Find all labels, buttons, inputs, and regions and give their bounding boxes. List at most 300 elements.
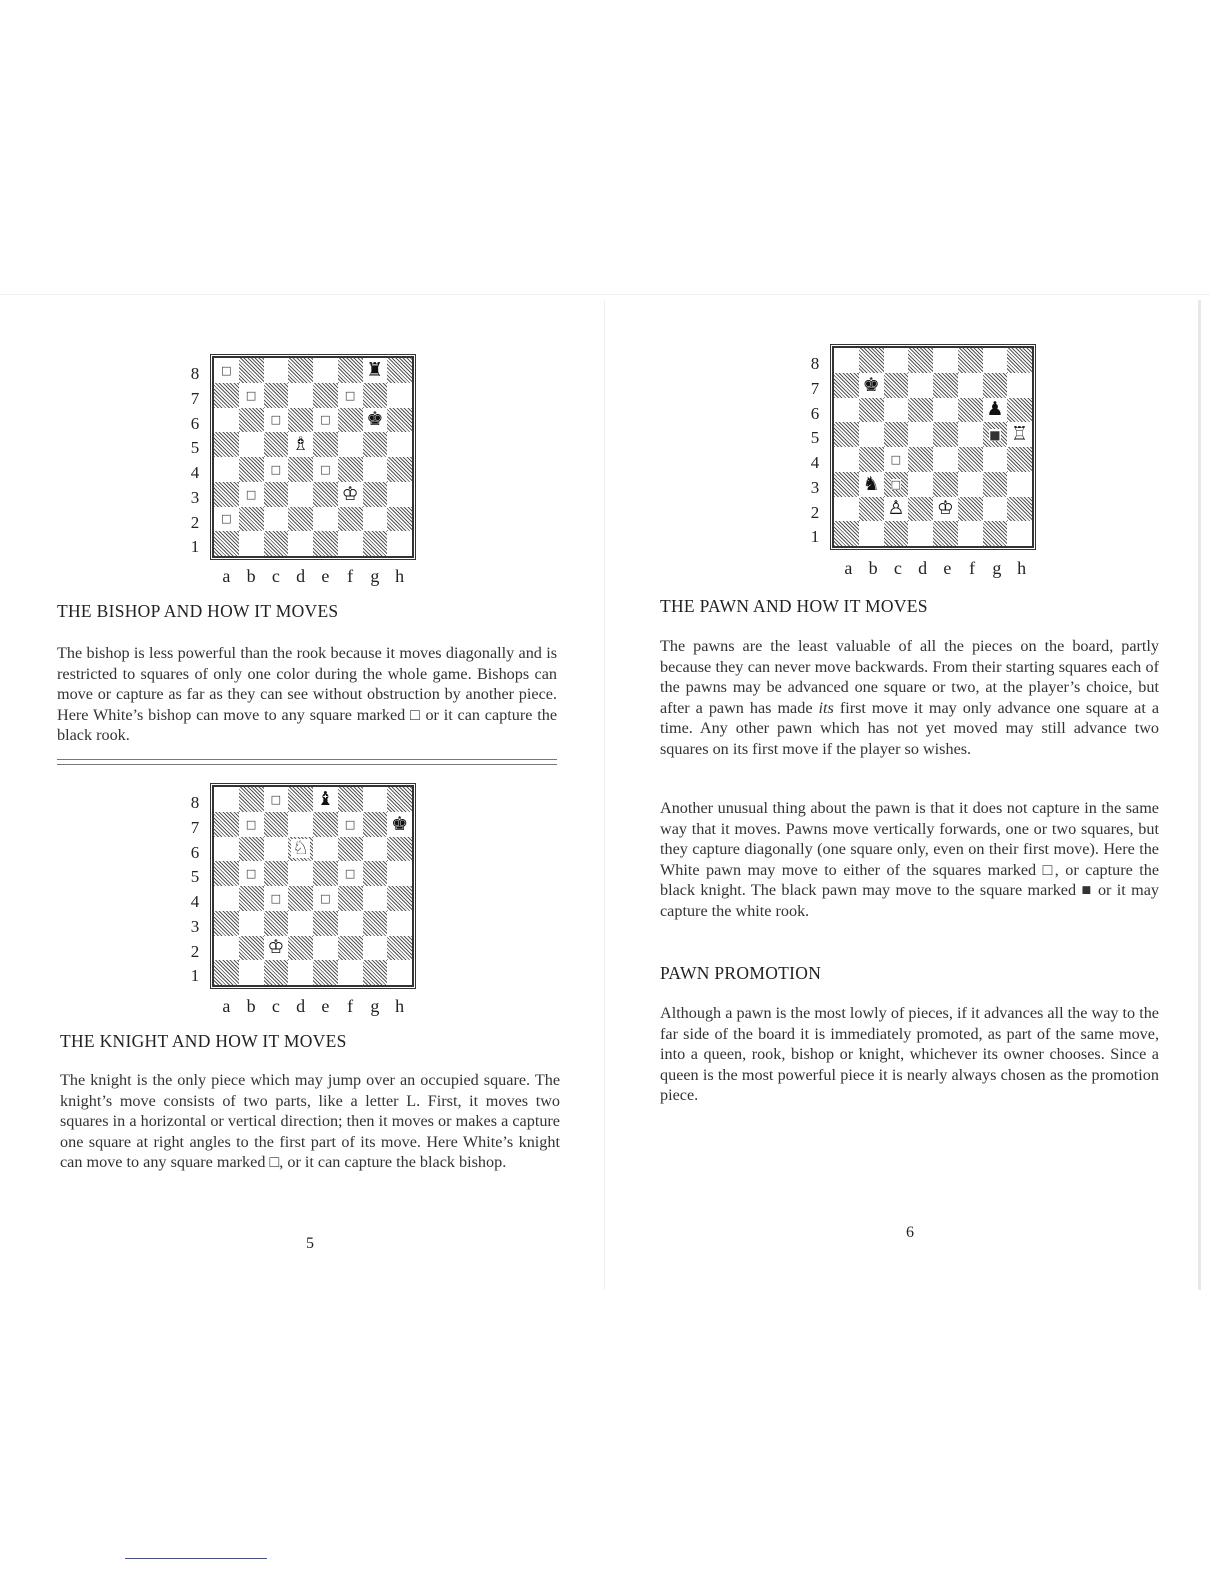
file-label: g: [370, 566, 380, 586]
square-h4: [387, 457, 412, 482]
white-knight-icon: ♘: [292, 837, 310, 860]
square-f5: [338, 861, 363, 886]
empty-square-symbol: □: [1042, 860, 1055, 879]
rank-label: 2: [190, 512, 200, 532]
square-f2: [958, 497, 983, 522]
square-c8: [884, 348, 909, 373]
file-labels: [214, 566, 412, 587]
empty-square-marker: □: [221, 512, 232, 526]
file-label: b: [868, 558, 878, 578]
square-f6: [958, 398, 983, 423]
empty-square-marker: □: [344, 867, 356, 881]
white-king-icon: ♔: [341, 482, 359, 505]
filled-square-marker: ■: [989, 427, 1001, 442]
square-a4: [834, 447, 859, 472]
white-king-icon: ♔: [267, 936, 285, 959]
square-e7: [933, 373, 958, 398]
square-h7: [387, 383, 412, 408]
square-d7: [288, 383, 313, 408]
square-d2: [908, 497, 933, 522]
square-a8: [214, 358, 239, 383]
square-a3: [834, 472, 859, 497]
square-g8: [363, 358, 388, 383]
square-d1: [288, 960, 313, 985]
square-g2: [363, 507, 388, 532]
rank-label: 7: [190, 388, 200, 408]
square-e8: [313, 787, 338, 812]
file-label: g: [370, 996, 380, 1016]
square-a8: [214, 787, 239, 812]
square-f6: [338, 837, 363, 862]
square-e4: [933, 447, 958, 472]
rank-label: 6: [810, 403, 820, 423]
square-b2: [239, 507, 264, 532]
square-c2: [884, 497, 909, 522]
square-c7: [264, 383, 289, 408]
square-c4: [264, 886, 289, 911]
square-e3: [313, 482, 338, 507]
empty-square-marker: □: [344, 817, 356, 831]
file-label: c: [271, 566, 280, 586]
square-h8: [387, 787, 412, 812]
empty-square-marker: □: [270, 792, 282, 806]
square-d6: [288, 837, 313, 862]
page-gutter: [604, 300, 605, 1290]
rank-label: 7: [190, 817, 200, 837]
rank-label: 2: [190, 941, 200, 961]
square-g6: [983, 398, 1008, 423]
square-b7: [859, 373, 884, 398]
file-label: a: [222, 566, 231, 586]
square-f6: [338, 408, 363, 433]
square-h1: [1007, 521, 1032, 546]
square-h2: [387, 936, 412, 961]
square-e3: [313, 911, 338, 936]
square-g1: [363, 531, 388, 556]
square-b6: [239, 837, 264, 862]
rank-label: 3: [810, 477, 820, 497]
file-label: d: [296, 996, 306, 1016]
rank-label: 1: [190, 537, 200, 557]
square-c6: [264, 837, 289, 862]
square-c1: [884, 521, 909, 546]
empty-square-marker: □: [890, 452, 902, 466]
square-e7: [313, 383, 338, 408]
square-h4: [1007, 447, 1032, 472]
file-label: e: [321, 566, 330, 586]
square-c5: [884, 422, 909, 447]
square-f7: [338, 383, 363, 408]
square-c6: [264, 408, 289, 433]
square-c1: [264, 531, 289, 556]
knight-description: [60, 1070, 560, 1173]
square-e1: [933, 521, 958, 546]
rank-labels: [806, 352, 824, 550]
empty-square-marker: □: [270, 891, 282, 905]
square-a6: [214, 837, 239, 862]
square-e4: [313, 457, 338, 482]
square-g5: [983, 422, 1008, 447]
file-label: f: [347, 566, 354, 586]
rank-label: 1: [190, 966, 200, 986]
filled-square-symbol: ■: [1081, 881, 1093, 900]
rank-label: 8: [810, 354, 820, 373]
square-a6: [214, 408, 239, 433]
square-a1: [214, 531, 239, 556]
pawn-diagram: [806, 344, 1036, 584]
square-h5: [387, 861, 412, 886]
square-c1: [264, 960, 289, 985]
square-b2: [859, 497, 884, 522]
square-h2: [1007, 497, 1032, 522]
promotion-heading: PAWN PROMOTION: [660, 963, 822, 983]
square-a2: [214, 936, 239, 961]
square-c7: [884, 373, 909, 398]
square-f1: [338, 531, 363, 556]
empty-square-marker: □: [320, 462, 331, 476]
square-f8: [958, 348, 983, 373]
empty-square-marker: □: [320, 413, 331, 427]
square-b6: [859, 398, 884, 423]
file-label: e: [943, 558, 952, 578]
knight-diagram: [186, 783, 416, 1023]
file-label: h: [395, 566, 405, 586]
square-h2: [387, 507, 412, 532]
square-g3: [983, 472, 1008, 497]
square-d3: [288, 482, 313, 507]
square-g2: [363, 936, 388, 961]
square-g5: [363, 861, 388, 886]
square-e5: [933, 422, 958, 447]
square-a2: [834, 497, 859, 522]
rank-labels: [186, 791, 204, 989]
file-labels: [214, 996, 412, 1017]
file-label: a: [222, 996, 231, 1016]
black-king-icon: ♚: [391, 812, 409, 835]
square-c5: [264, 432, 289, 457]
square-g6: [363, 837, 388, 862]
black-knight-icon: ♞: [862, 472, 880, 495]
square-b8: [859, 348, 884, 373]
square-g2: [983, 497, 1008, 522]
square-b4: [239, 886, 264, 911]
bottom-rule: [125, 1558, 267, 1559]
square-c3: [884, 472, 909, 497]
square-b2: [239, 936, 264, 961]
square-h8: [387, 358, 412, 383]
page-edge: [1198, 300, 1201, 1290]
rank-label: 5: [190, 438, 200, 458]
square-f1: [958, 521, 983, 546]
file-label: h: [395, 996, 405, 1016]
square-e6: [313, 408, 338, 433]
square-d5: [288, 861, 313, 886]
square-g6: [363, 408, 388, 433]
square-g8: [363, 787, 388, 812]
square-h5: [1007, 422, 1032, 447]
square-a2: [214, 507, 239, 532]
square-c3: [264, 482, 289, 507]
file-label: a: [844, 558, 853, 578]
file-label: d: [296, 566, 306, 586]
pawn-text-end: first move it may only advance one square at a time. Any other pawn which has not yet moved may still advance two squares on its first move if the player so wishes.: [660, 698, 1159, 758]
square-e2: [313, 507, 338, 532]
white-pawn-icon: ♙: [887, 497, 905, 520]
file-label: b: [246, 566, 256, 586]
rank-label: 7: [810, 378, 820, 398]
square-a7: [214, 383, 239, 408]
square-c5: [264, 861, 289, 886]
page-number-left: 5: [306, 1235, 314, 1252]
square-g4: [983, 447, 1008, 472]
file-label: g: [992, 558, 1002, 578]
empty-square-symbol: □: [410, 705, 421, 724]
square-a8: [834, 348, 859, 373]
square-d3: [288, 911, 313, 936]
square-c7: [264, 812, 289, 837]
square-f8: [338, 787, 363, 812]
black-bishop-icon: ♝: [316, 787, 334, 810]
square-b5: [859, 422, 884, 447]
square-c8: [264, 787, 289, 812]
square-d7: [288, 812, 313, 837]
white-rook-icon: ♖: [1011, 423, 1029, 446]
bishop-diagram: [186, 354, 416, 594]
square-a1: [214, 960, 239, 985]
empty-square-symbol: □: [269, 1153, 280, 1172]
black-pawn-icon: ♟: [986, 398, 1004, 421]
square-b4: [859, 447, 884, 472]
square-f1: [338, 960, 363, 985]
chessboard: [212, 785, 414, 987]
square-d6: [288, 408, 313, 433]
square-f4: [338, 886, 363, 911]
section-divider: [57, 759, 557, 765]
square-c4: [264, 457, 289, 482]
square-b3: [859, 472, 884, 497]
square-h3: [387, 911, 412, 936]
square-g4: [363, 457, 388, 482]
square-f7: [338, 812, 363, 837]
square-d1: [288, 531, 313, 556]
square-d6: [908, 398, 933, 423]
square-b6: [239, 408, 264, 433]
square-f5: [338, 432, 363, 457]
square-e2: [933, 497, 958, 522]
square-f3: [338, 911, 363, 936]
square-h6: [387, 408, 412, 433]
square-g3: [363, 482, 388, 507]
square-g7: [363, 812, 388, 837]
square-h6: [1007, 398, 1032, 423]
square-a4: [214, 457, 239, 482]
rank-label: 6: [190, 842, 200, 862]
square-g8: [983, 348, 1008, 373]
white-king-icon: ♔: [936, 497, 954, 520]
square-b3: [239, 911, 264, 936]
square-h7: [387, 812, 412, 837]
square-h5: [387, 432, 412, 457]
square-e8: [933, 348, 958, 373]
square-e8: [313, 358, 338, 383]
square-f2: [338, 507, 363, 532]
square-b5: [239, 432, 264, 457]
square-g1: [983, 521, 1008, 546]
square-h6: [387, 837, 412, 862]
square-h1: [387, 960, 412, 985]
square-a7: [834, 373, 859, 398]
rank-label: 4: [810, 453, 820, 472]
pawn-capture-text-mid: , or capture the black knight. The black pawn may move to the square marked: [660, 860, 1160, 900]
square-g3: [363, 911, 388, 936]
promotion-description: Although a pawn is the most lowly of pieces, if it advances all the way to the far side of the board it is immediately promoted, as part of the same move, into a queen, rook, bishop or knight, whichever its owner chooses. Since a queen is the most powerful piece it is nearly always chosen as the promotion piece.: [660, 1004, 1159, 1105]
file-label: b: [246, 996, 256, 1016]
square-e1: [313, 960, 338, 985]
bishop-heading: THE BISHOP AND HOW IT MOVES: [57, 601, 339, 621]
square-f4: [338, 457, 363, 482]
chessboard: [212, 356, 414, 558]
square-d4: [288, 457, 313, 482]
square-g5: [363, 432, 388, 457]
square-b7: [239, 812, 264, 837]
empty-square-marker: □: [890, 477, 902, 491]
rank-label: 4: [190, 892, 200, 911]
square-g4: [363, 886, 388, 911]
page-number-right: 6: [906, 1224, 914, 1241]
square-c2: [264, 936, 289, 961]
square-b8: [239, 358, 264, 383]
square-f7: [958, 373, 983, 398]
pawn-text-its: its: [818, 698, 834, 717]
square-d8: [288, 358, 313, 383]
square-d5: [288, 432, 313, 457]
square-f8: [338, 358, 363, 383]
bishop-text: The bishop is less powerful than the rook because it moves diagonally and is restricted to squares of only one color during the whole game. Bishops can move or capture as far as they can see without obstruction by another piece. Here White’s bishop can move to any square marked: [57, 644, 557, 724]
square-e3: [933, 472, 958, 497]
square-d2: [288, 507, 313, 532]
square-c6: [884, 398, 909, 423]
square-a5: [214, 861, 239, 886]
rank-label: 5: [810, 428, 820, 448]
empty-square-marker: □: [221, 363, 232, 377]
rank-label: 5: [190, 867, 200, 887]
bishop-text-end: or it can capture the black rook.: [57, 705, 558, 745]
empty-square-marker: □: [245, 817, 257, 831]
file-label: c: [893, 558, 902, 578]
rank-label: 2: [810, 502, 820, 522]
square-e1: [313, 531, 338, 556]
file-label: e: [321, 996, 330, 1016]
square-f2: [338, 936, 363, 961]
rank-label: 3: [190, 916, 200, 936]
rank-label: 8: [190, 364, 200, 383]
empty-square-marker: □: [245, 487, 257, 501]
square-h3: [1007, 472, 1032, 497]
square-c8: [264, 358, 289, 383]
black-king-icon: ♚: [366, 408, 384, 431]
square-g7: [363, 383, 388, 408]
chessboard: [832, 346, 1034, 548]
empty-square-marker: □: [245, 867, 257, 881]
empty-square-marker: □: [344, 388, 356, 402]
square-b1: [239, 531, 264, 556]
file-label: c: [271, 996, 280, 1016]
square-e6: [933, 398, 958, 423]
square-d2: [288, 936, 313, 961]
square-d1: [908, 521, 933, 546]
square-g7: [983, 373, 1008, 398]
rank-label: 6: [190, 413, 200, 433]
file-labels: [836, 558, 1034, 579]
square-f3: [338, 482, 363, 507]
square-d5: [908, 422, 933, 447]
square-a6: [834, 398, 859, 423]
square-f3: [958, 472, 983, 497]
empty-square-marker: □: [270, 413, 282, 427]
rank-labels: [186, 362, 204, 560]
square-h8: [1007, 348, 1032, 373]
rank-label: 4: [190, 463, 200, 482]
pawn-description: [660, 636, 1159, 760]
bishop-description: [57, 643, 557, 746]
black-king-icon: ♚: [862, 373, 880, 396]
square-b8: [239, 787, 264, 812]
knight-text: The knight is the only piece which may jump over an occupied square. The knight’s move consists of two parts, like a letter L. First, it moves two squares in a horizontal or vertical direction; then it moves or makes a capture one square at right angles to the first part of its move. Here White’s knight can move to any square marked: [60, 1071, 560, 1172]
square-e6: [313, 837, 338, 862]
square-h1: [387, 531, 412, 556]
pawn-capture-text-end: or it may capture the white rook.: [660, 881, 1160, 920]
rank-label: 1: [810, 527, 820, 547]
square-e5: [313, 432, 338, 457]
white-bishop-icon: ♗: [292, 433, 310, 456]
square-a1: [834, 521, 859, 546]
square-h7: [1007, 373, 1032, 398]
pawn-text: The pawns are the least valuable of all the pieces on the board, partly because they can never move backwards. From their starting squares each of the pawns may be advanced one square or two, at the player’s choice, but after a pawn has made: [660, 637, 1159, 717]
square-e5: [313, 861, 338, 886]
empty-square-marker: □: [320, 891, 331, 905]
knight-text-end: , or it can capture the black bishop.: [279, 1153, 507, 1172]
square-b1: [239, 960, 264, 985]
square-a5: [834, 422, 859, 447]
square-c4: [884, 447, 909, 472]
square-b3: [239, 482, 264, 507]
black-rook-icon: ♜: [366, 358, 384, 381]
file-label: f: [969, 558, 976, 578]
square-f4: [958, 447, 983, 472]
square-a4: [214, 886, 239, 911]
rank-label: 3: [190, 487, 200, 507]
pawn-capture-description: [660, 798, 1159, 922]
square-d8: [288, 787, 313, 812]
square-h3: [387, 482, 412, 507]
pawn-capture-text: Another unusual thing about the pawn is that it does not capture in the same way that it moves. Pawns move vertically forwards, one or two squares, but they capture diagonally (one square only, even on their first move). Here the White pawn may move to either of the squares marked: [660, 799, 1159, 879]
rank-label: 8: [190, 793, 200, 812]
square-d3: [908, 472, 933, 497]
empty-square-marker: □: [245, 388, 257, 402]
square-e7: [313, 812, 338, 837]
pawn-heading: THE PAWN AND HOW IT MOVES: [660, 596, 928, 616]
knight-heading: THE KNIGHT AND HOW IT MOVES: [60, 1031, 347, 1051]
square-g1: [363, 960, 388, 985]
square-e4: [313, 886, 338, 911]
square-b5: [239, 861, 264, 886]
file-label: d: [918, 558, 928, 578]
square-c2: [264, 507, 289, 532]
square-f5: [958, 422, 983, 447]
square-d4: [908, 447, 933, 472]
square-a3: [214, 911, 239, 936]
square-c3: [264, 911, 289, 936]
